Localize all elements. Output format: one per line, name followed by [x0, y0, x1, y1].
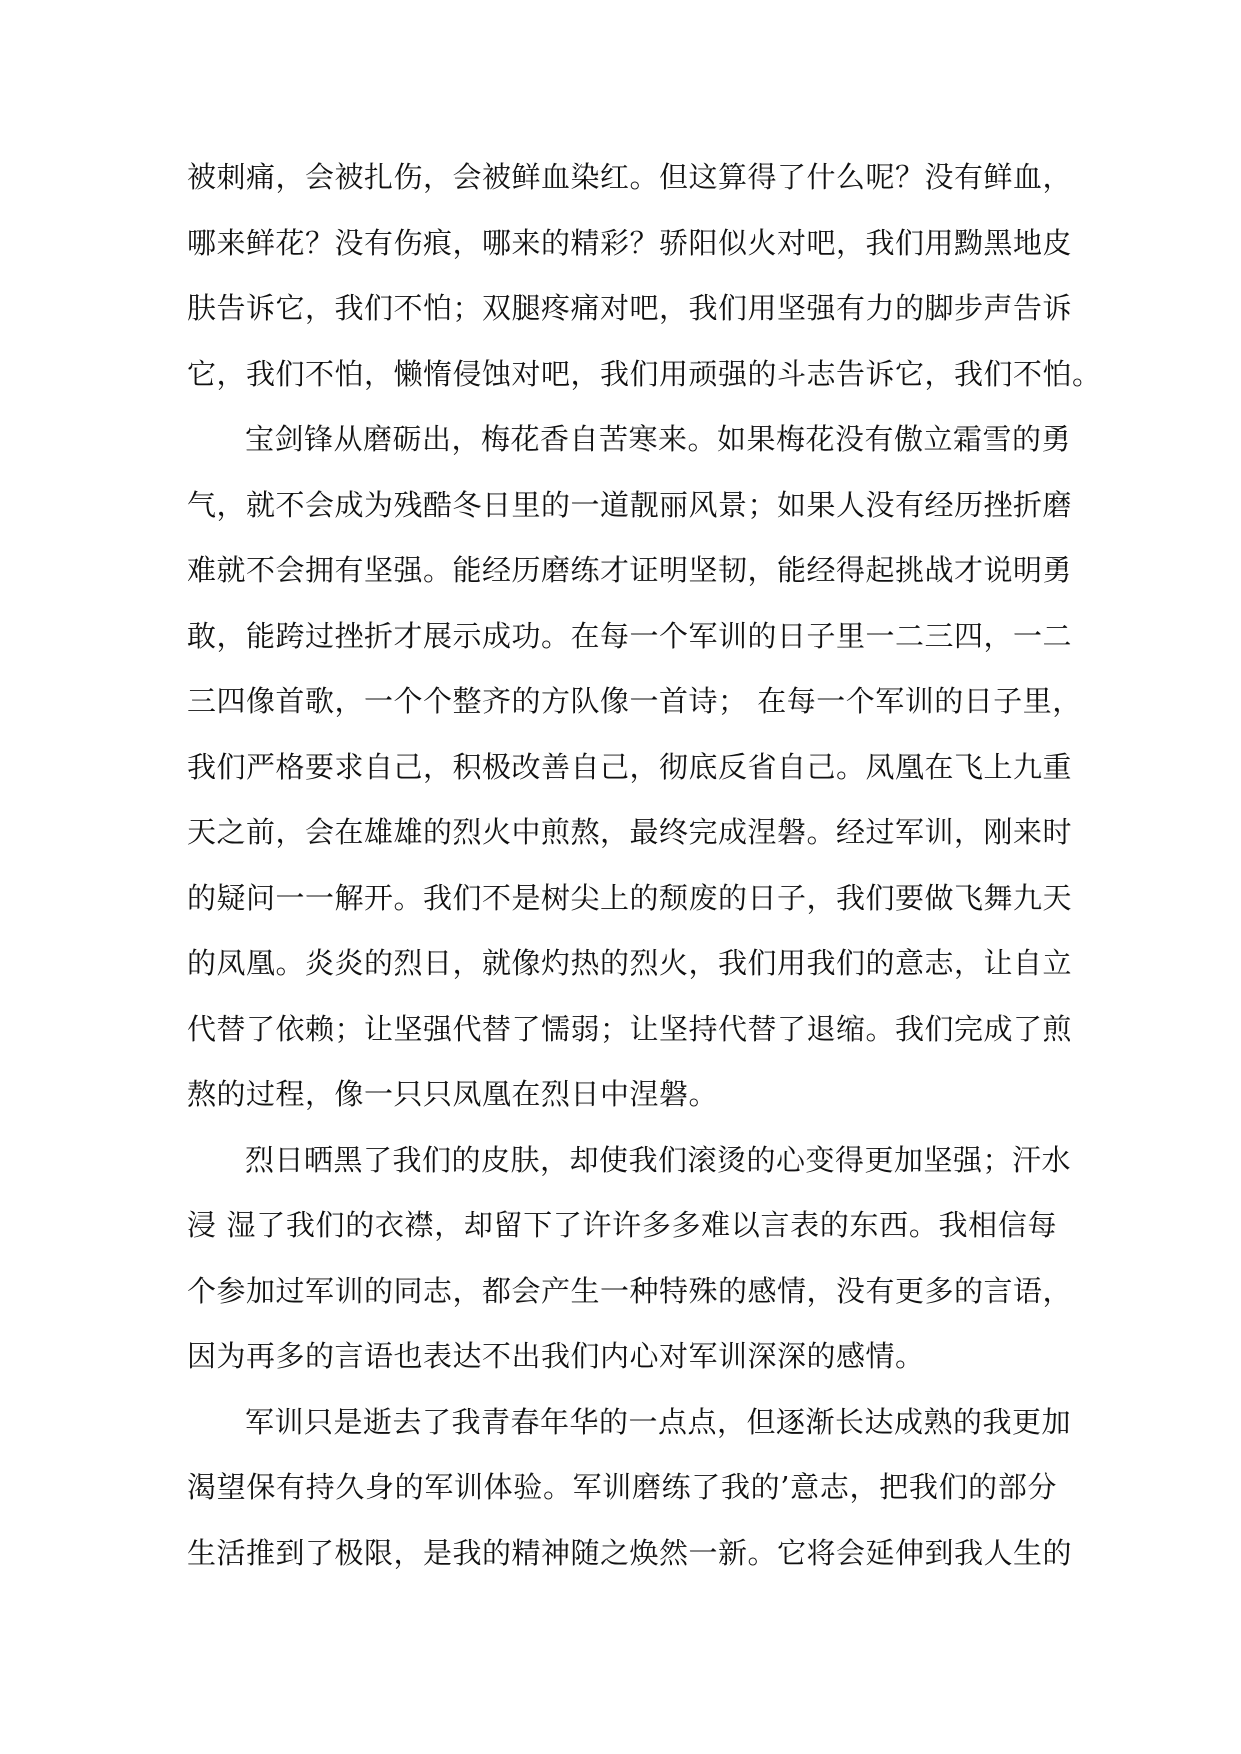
text-line: 浸 湿了我们的衣襟，却留下了许许多多难以言表的东西。我相信每	[187, 1208, 1057, 1242]
text-line: 渴望保有持久身的军训体验。军训磨练了我的’意志，把我们的部分	[187, 1470, 1057, 1504]
text-line: 生活推到了极限，是我的精神随之焕然一新。它将会延伸到我人生的	[187, 1535, 1073, 1570]
text-line: 被刺痛，会被扎伤，会被鲜血染红。但这算得了什么呢？没有鲜血，	[187, 160, 1073, 194]
text-line: 的凤凰。炎炎的烈日，就像灼热的烈火，我们用我们的意志，让自立	[187, 946, 1073, 980]
text-line: 代替了依赖；让坚强代替了懦弱；让坚持代替了退缩。我们完成了煎	[187, 1011, 1073, 1046]
paragraph-3	[187, 1128, 1073, 1390]
paragraph-2	[187, 407, 1082, 1128]
paragraph-4	[187, 1390, 1073, 1587]
text-line: 军训只是逝去了我青春年华的一点点，但逐渐长达成熟的我更加	[245, 1404, 1072, 1439]
document-body	[187, 145, 1102, 1586]
text-line: 熬的过程，像一只只凤凰在烈日中涅磐。	[187, 1077, 719, 1111]
text-line: 难就不会拥有坚强。能经历磨练才证明坚韧，能经得起挑战才说明勇	[187, 553, 1073, 587]
text-line: 的疑问一一解开。我们不是树尖上的颓废的日子，我们要做飞舞九天	[187, 880, 1073, 915]
text-line: 三四像首歌，一个个整齐的方队像一首诗； 在每一个军训的日子里，	[187, 684, 1082, 718]
text-line: 宝剑锋从磨砺出，梅花香自苦寒来。如果梅花没有傲立霜雪的勇	[245, 422, 1072, 456]
text-line: 它，我们不怕，懒惰侵蚀对吧，我们用顽强的斗志告诉它，我们不怕。	[187, 356, 1102, 391]
text-line: 哪来鲜花？没有伤痕，哪来的精彩？骄阳似火对吧，我们用黝黑地皮	[187, 225, 1073, 260]
text-line: 天之前，会在雄雄的烈火中煎熬，最终完成涅磐。经过军训，刚来时	[187, 815, 1073, 849]
text-line: 因为再多的言语也表达不出我们内心对军训深深的感情。	[187, 1339, 925, 1373]
text-line: 个参加过军训的同志，都会产生一种特殊的感情，没有更多的言语，	[187, 1273, 1073, 1308]
text-line: 敢，能跨过挫折才展示成功。在每一个军训的日子里一二三四，一二	[187, 618, 1073, 653]
text-line: 烈日晒黑了我们的皮肤，却使我们滚烫的心变得更加坚强；汗水	[245, 1142, 1072, 1177]
text-line: 我们严格要求自己，积极改善自己，彻底反省自己。凤凰在飞上九重	[187, 749, 1073, 784]
text-line: 气，就不会成为残酷冬日里的一道靓丽风景；如果人没有经历挫折磨	[187, 487, 1073, 522]
text-line: 肤告诉它，我们不怕；双腿疼痛对吧，我们用坚强有力的脚步声告诉	[187, 291, 1073, 325]
paragraph-1	[187, 145, 1102, 407]
